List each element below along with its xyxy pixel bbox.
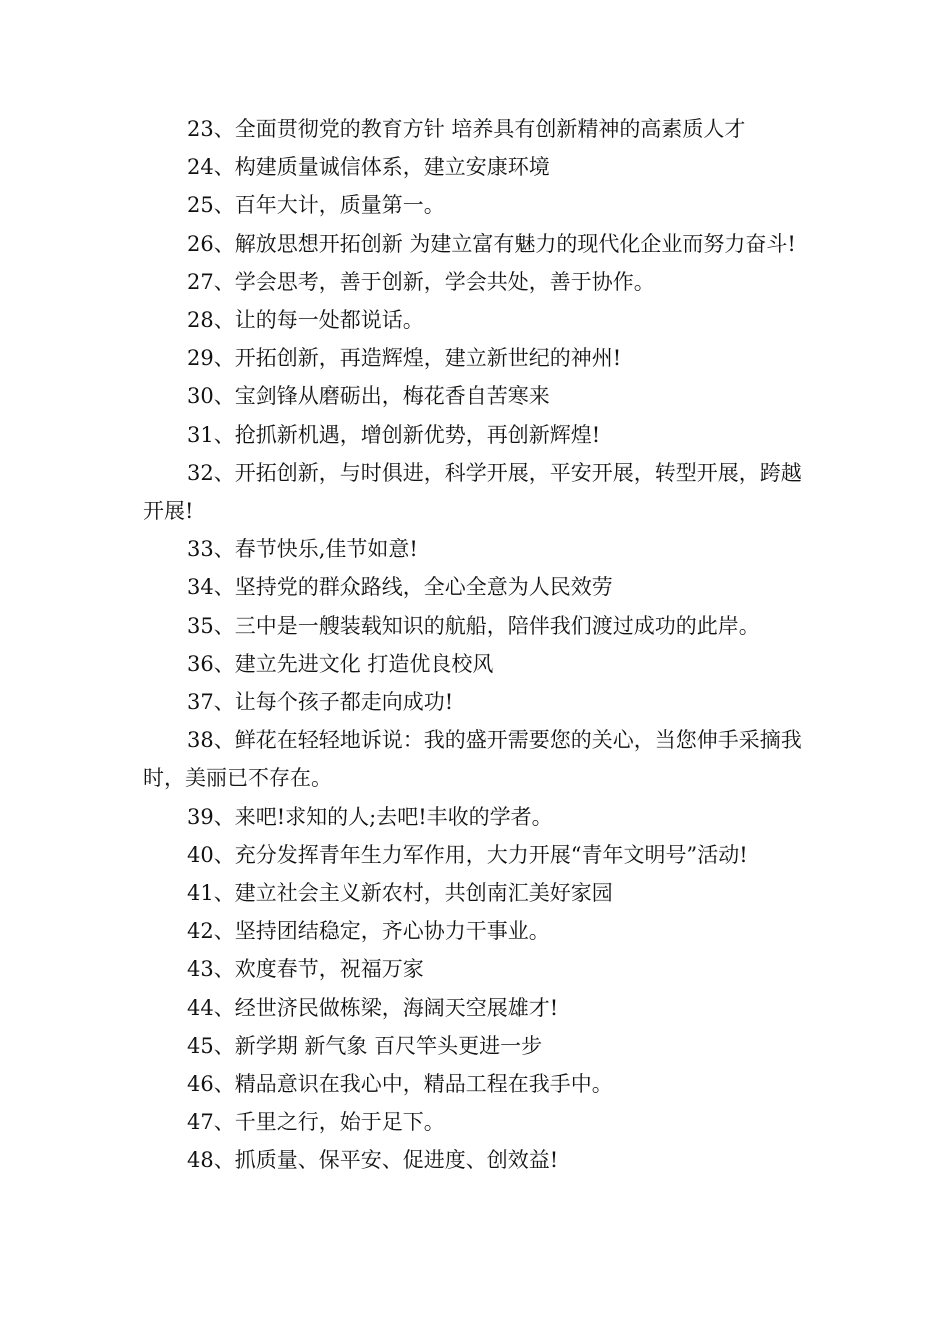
slogan-item-38: 38、鲜花在轻轻地诉说：我的盛开需要您的关心，当您伸手采摘我时，美丽已不存在。 (143, 728, 802, 791)
slogan-item-32: 32、开拓创新，与时俱进，科学开展，平安开展，转型开展，跨越开展! (143, 460, 802, 524)
slogan-item-48: 48、抓质量、保平安、促进度、创效益! (187, 1148, 559, 1173)
slogan-item-24: 24、构建质量诚信体系，建立安康环境 (187, 155, 550, 180)
slogan-item-27: 27、学会思考，善于创新，学会共处，善于协作。 (187, 269, 655, 294)
slogan-item-28: 28、让的每一处都说话。 (187, 308, 424, 333)
slogan-item-44: 44、经世济民做栋梁，海阔天空展雄才! (187, 995, 559, 1020)
slogan-item-26: 26、解放思想开拓创新 为建立富有魅力的现代化企业而努力奋斗! (187, 231, 796, 256)
slogan-item-31: 31、抢抓新机遇，增创新优势，再创新辉煌! (187, 422, 601, 447)
slogan-item-23: 23、全面贯彻党的教育方针 培养具有创新精神的高素质人才 (187, 117, 746, 141)
slogan-item-47: 47、千里之行，始于足下。 (187, 1110, 445, 1135)
slogan-item-33: 33、春节快乐,佳节如意! (187, 537, 418, 562)
slogan-item-35: 35、三中是一艘装载知识的航船，陪伴我们渡过成功的此岸。 (187, 613, 760, 638)
slogan-item-36: 36、建立先进文化 打造优良校风 (187, 651, 494, 676)
slogan-item-29: 29、开拓创新，再造辉煌，建立新世纪的神州! (187, 346, 622, 371)
slogan-item-45: 45、新学期 新气象 百尺竿头更进一步 (187, 1033, 543, 1058)
slogan-item-25: 25、百年大计，质量第一。 (187, 193, 445, 218)
slogan-item-34: 34、坚持党的群众路线，全心全意为人民效劳 (187, 575, 613, 600)
slogan-item-40: 40、充分发挥青年生力军作用，大力开展“青年文明号”活动! (187, 842, 748, 867)
slogan-item-42: 42、坚持团结稳定，齐心协力干事业。 (187, 919, 550, 944)
slogan-item-43: 43、欢度春节，祝福万家 (187, 957, 424, 982)
slogan-list (143, 110, 808, 1180)
slogan-item-41: 41、建立社会主义新农村，共创南汇美好家园 (187, 881, 613, 906)
slogan-item-37: 37、让每个孩子都走向成功! (187, 690, 454, 715)
slogan-item-30: 30、宝剑锋从磨砺出，梅花香自苦寒来 (187, 384, 550, 409)
slogan-item-46: 46、精品意识在我心中，精品工程在我手中。 (187, 1072, 613, 1097)
slogan-item-39: 39、来吧!求知的人;去吧!丰收的学者。 (187, 804, 553, 829)
